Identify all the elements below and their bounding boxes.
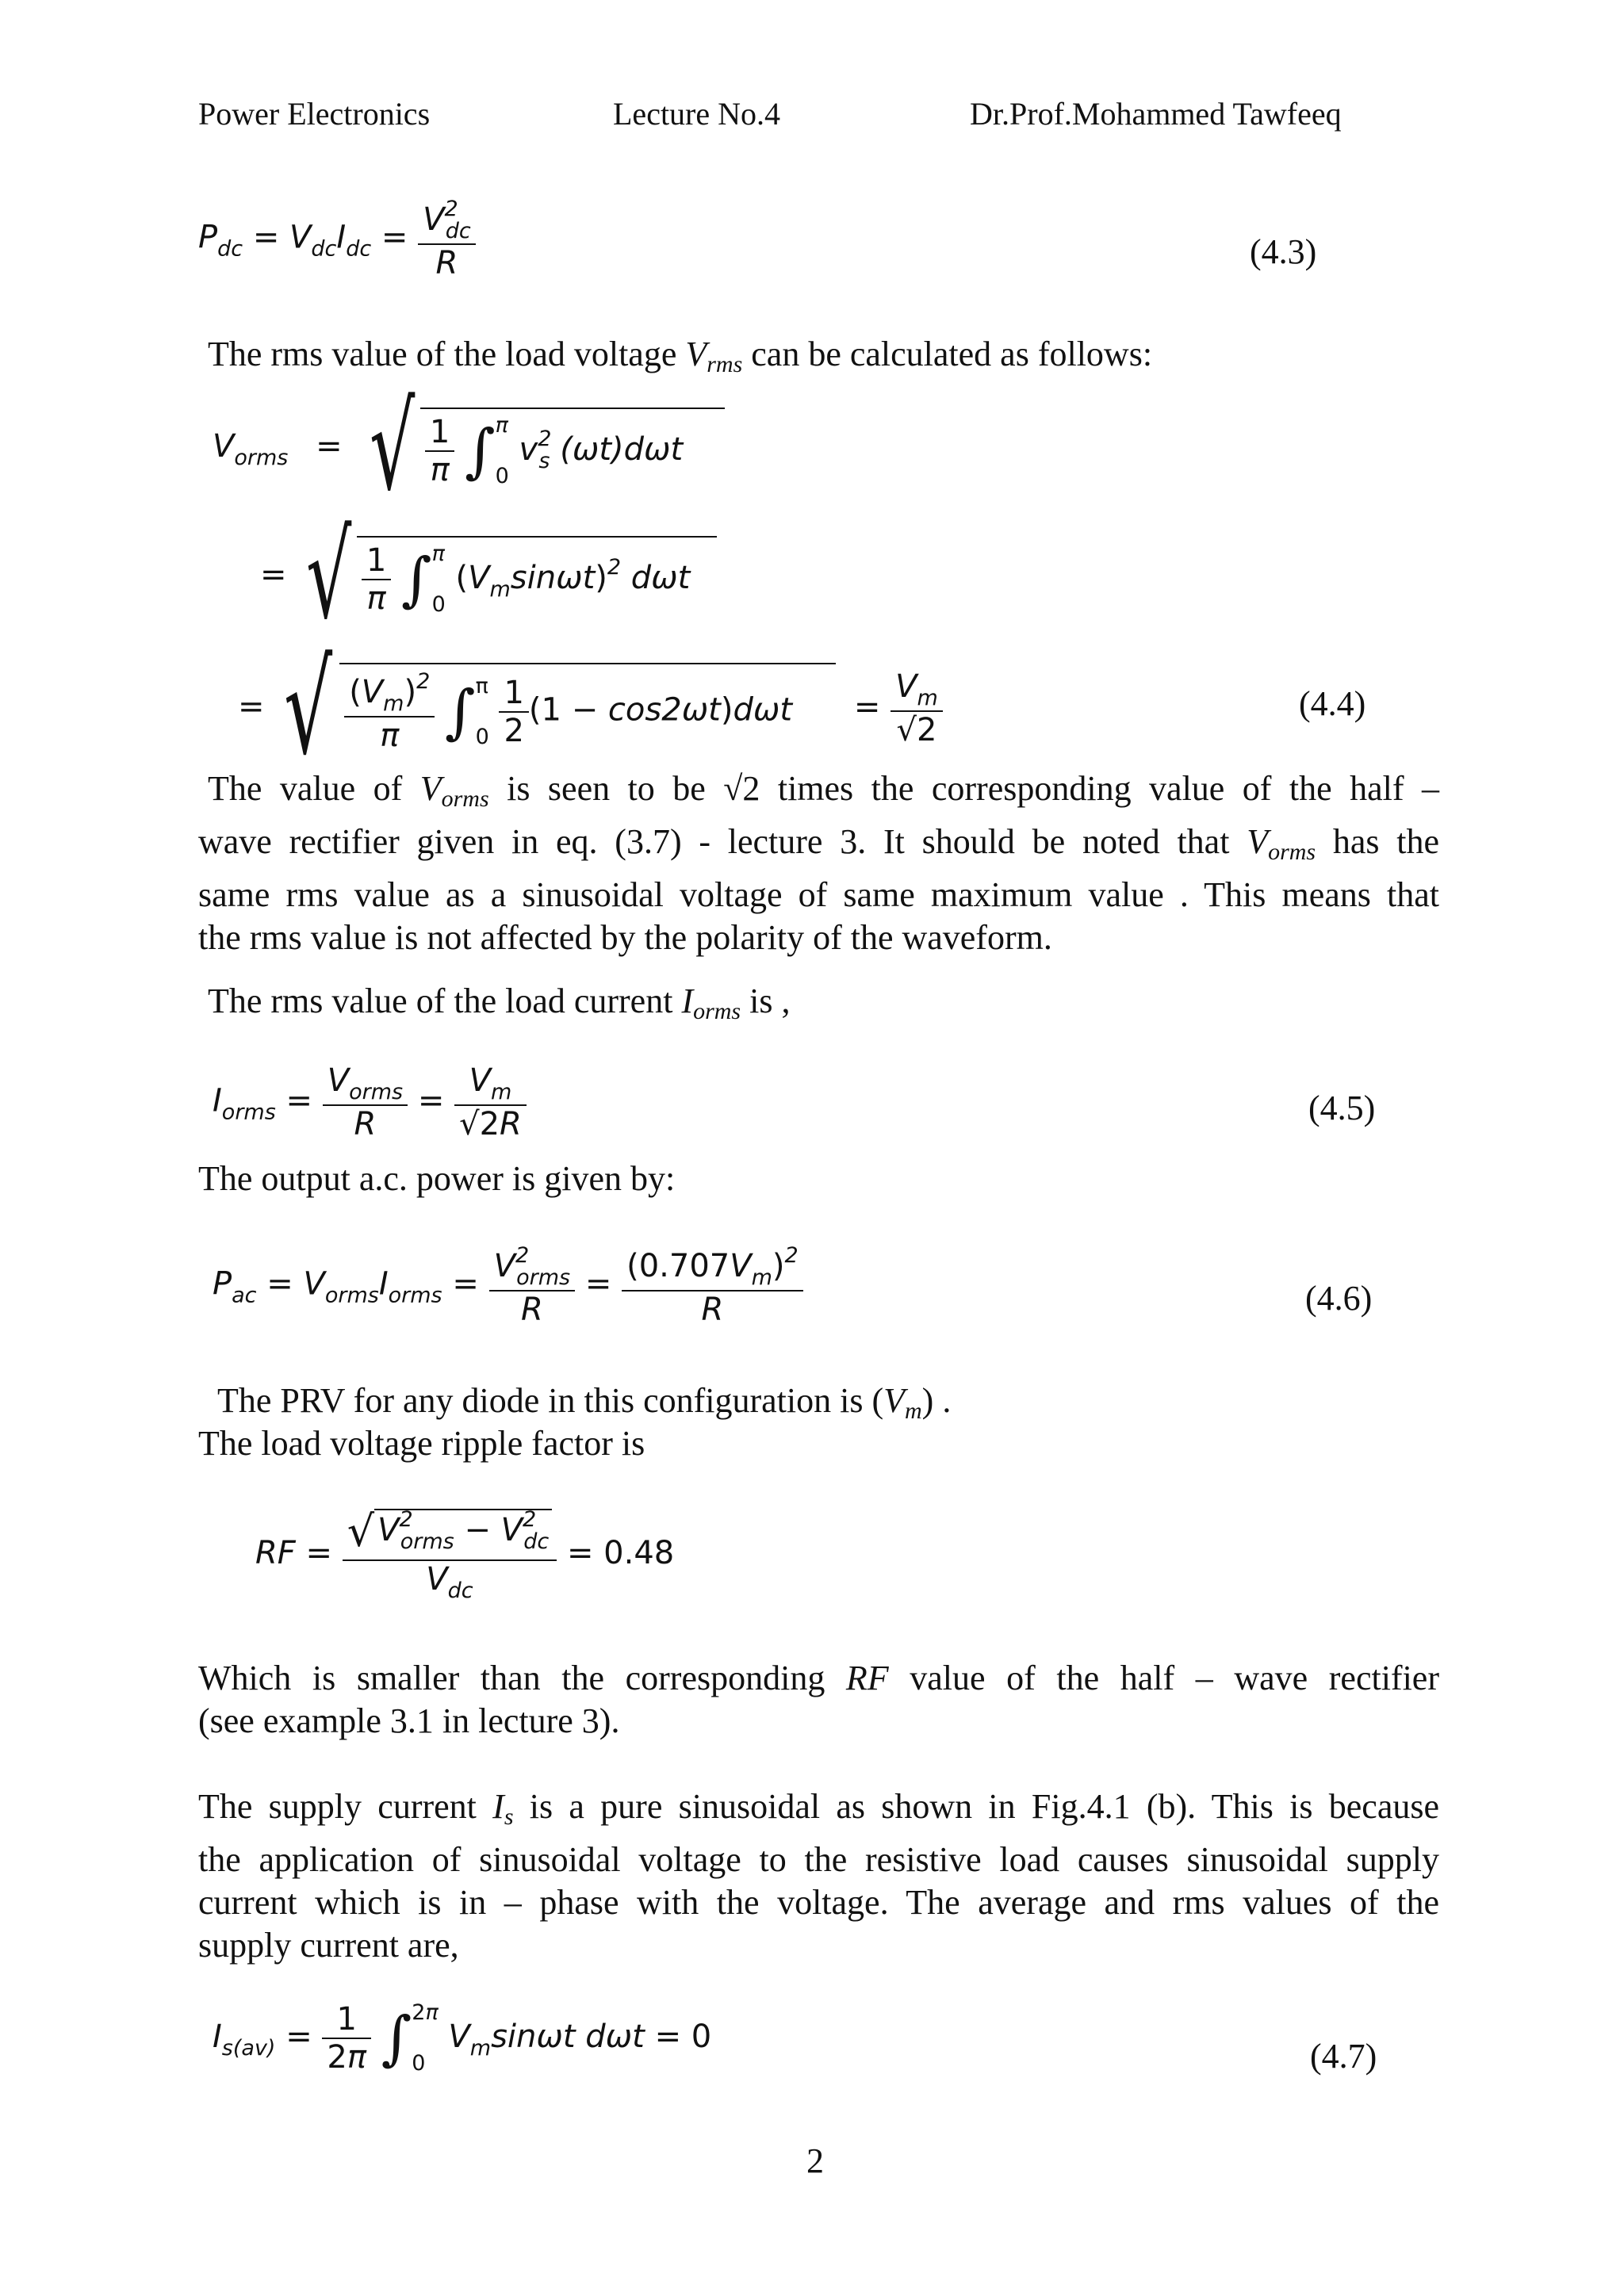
equation-pdc: $P_{dc} = V_{dc}I_{dc}$ = $\frac{V^2_{dc}}{R}$ xyxy=(198,197,476,281)
paragraph: The output a.c. power is given by: xyxy=(198,1159,676,1198)
paragraph: The PRV for any diode in this configuration is $(V_m)$ . xyxy=(217,1381,952,1424)
paragraph: The load voltage ripple factor is xyxy=(198,1424,645,1463)
paragraph: The value of $V_{orms}$ is seen to be √2 times the corresponding value of the half – wave rectifier given in eq. (3.7) - lecture 3. It should be noted that $V_{orms}$ has the same rms value as a sinusoidal voltage of same maximum value . This means that the rms value is not affected by the polarity of the waveform. xyxy=(198,769,1439,957)
equation-number: (4.5) xyxy=(1308,1089,1376,1127)
paragraph: Which is smaller than the corresponding RF value of the half – wave rectifier (see example 3.1 in lecture 3). xyxy=(198,1659,1439,1740)
equation-number: (4.3) xyxy=(1250,232,1317,271)
header-author: Dr.Prof.Mohammed Tawfeeq xyxy=(970,96,1342,132)
page-number: 2 xyxy=(806,2141,824,2180)
equation-pac: $P_{ac} = V_{orms}I_{orms}$ = $\frac{V^2_{orms}}{R}$ = $\frac{(0.707V_m)^2}{R}$ xyxy=(213,1243,803,1328)
equation-vorms-line2: = √ $\frac{1}{\pi}$ ∫ π 0 $(V_m\sin\omega t)^2$ dωt xyxy=(260,507,717,645)
header-course: Power Electronics xyxy=(198,96,431,132)
equation-iorms: $I_{orms}$ = $\frac{V_{orms}}{R}$ = $\frac{V_m}{√2R}$ xyxy=(213,1062,527,1142)
equation-number: (4.6) xyxy=(1305,1279,1373,1318)
equation-vorms-line3: = √ $\frac{(V_m)^2}{\pi}$ ∫ π 0 $\frac{1}{2}$ (1 − cos2ωt)dωt = $\frac{V_m}{√2}$ xyxy=(238,634,943,783)
equation-number: (4.7) xyxy=(1310,2037,1377,2076)
equation-isav: $I_{s(av)}$ = $\frac{1}{2\pi}$ ∫ 2π 0 $V_m\sin\omega t$ dωt = 0 xyxy=(213,2000,712,2076)
equation-number: (4.4) xyxy=(1299,684,1366,723)
header-lecture: Lecture No.4 xyxy=(613,96,781,132)
equation-vorms-line1: $V_{orms}$ = √ $\frac{1}{\pi}$ ∫ π 0 $v^2_s$ (ωt)dωt xyxy=(213,379,725,517)
equation-ripple-factor: RF = $\frac{√ V^2_{orms} - V^2_{dc}}{V_{dc}}$ = 0.48 xyxy=(255,1506,675,1603)
paragraph: The rms value of the load voltage $V_{rms}$ can be calculated as follows: xyxy=(208,335,1153,377)
paragraph: The rms value of the load current $I_{orms}$ is , xyxy=(208,982,791,1024)
paragraph: The supply current $I_s$ is a pure sinusoidal as shown in Fig.4.1 (b). This is because the application of sinusoidal voltage to the resistive load causes sinusoidal supply current which is in – phase with the voltage. The average and rms values of the supply current are, xyxy=(198,1787,1440,1965)
